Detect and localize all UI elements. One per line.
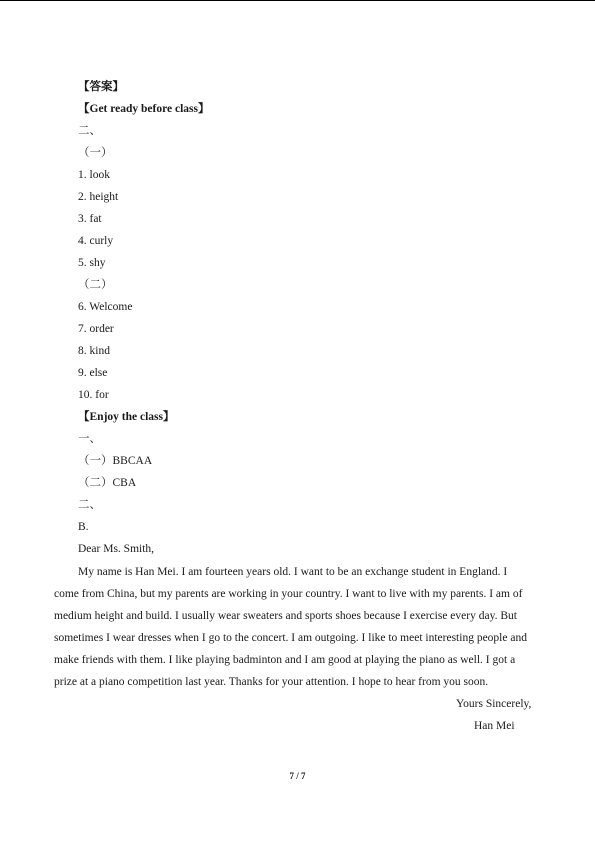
letter-line: sometimes I wear dresses when I go to the concert. I am outgoing. I like to meet interesting people and [54, 632, 527, 644]
list-item: 5. shy [78, 257, 106, 269]
letter-line: prize at a piano competition last year. Thanks for your attention. I hope to hear from you soon. [54, 676, 489, 688]
letter-line: medium height and build. I usually wear sweaters and sports shoes because I exercise every day. But [54, 610, 517, 622]
part-two-label: 二、 [78, 125, 101, 137]
list-item: 4. curly [78, 235, 114, 247]
part-two-label: 二、 [78, 499, 101, 511]
letter-greeting: Dear Ms. Smith, [78, 543, 155, 555]
section-title-get-ready: 【Get ready before class】 [78, 103, 210, 115]
subsection-one-label: （一） [78, 147, 113, 159]
subsection-two-label: （二） [78, 279, 113, 291]
letter-body [54, 561, 542, 693]
header-rule [0, 0, 595, 1]
list-item: 8. kind [78, 345, 110, 357]
letter-closing: Yours Sincerely, [456, 698, 532, 710]
list-item: 6. Welcome [78, 301, 133, 313]
answer-line: （二）CBA [78, 477, 137, 489]
letter-line: My name is Han Mei. I am fourteen years old. I want to be an exchange student in England. I [78, 566, 508, 578]
answer-line: （一）BBCAA [78, 455, 153, 467]
page-number: 7 / 7 [289, 771, 306, 781]
list-item: 1. look [78, 169, 110, 181]
part-one-label: 一、 [78, 433, 101, 445]
list-item: 10. for [78, 389, 109, 401]
b-label: B. [78, 521, 89, 533]
list-item: 9. else [78, 367, 108, 379]
letter-line: come from China, but my parents are working in your country. I want to live with my parents. I am of [54, 588, 523, 600]
list-item: 7. order [78, 323, 114, 335]
section-title-enjoy-class: 【Enjoy the class】 [78, 411, 175, 423]
letter-line: make friends with them. I like playing badminton and I am good at playing the piano as well. I got a [54, 654, 516, 666]
letter-signature: Han Mei [474, 720, 515, 732]
answer-title: 【答案】 [78, 81, 124, 93]
list-item: 3. fat [78, 213, 102, 225]
list-item: 2. height [78, 191, 119, 203]
